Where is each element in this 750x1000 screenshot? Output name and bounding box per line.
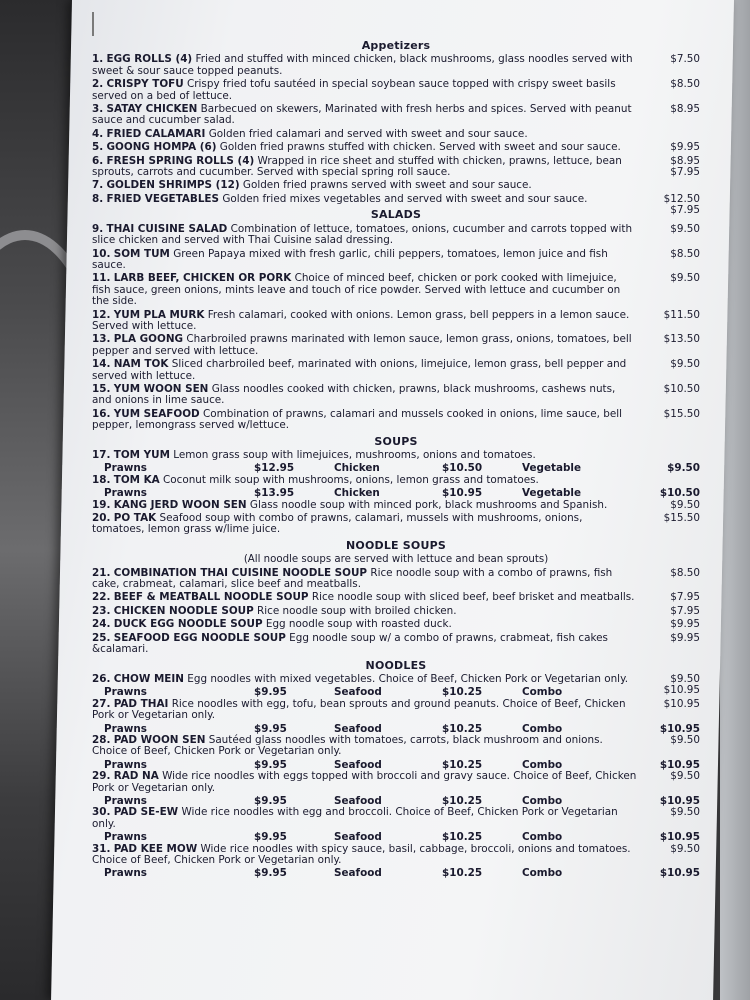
item-number: 16.: [92, 407, 111, 420]
option-price: $10.25: [442, 686, 483, 699]
item-description: Rice noodle soup with broiled chicken.: [257, 604, 457, 617]
item-name: PLA GOONG: [113, 333, 184, 346]
item-name: PAD KEE MOW: [113, 842, 198, 855]
item-price-column: [642, 224, 700, 235]
option-label: Prawns: [104, 758, 147, 771]
option-label: Seafood: [334, 831, 382, 844]
option-price: $9.95: [254, 794, 287, 807]
menu-item: [92, 79, 700, 102]
item-name: GOONG HOMPA (6): [106, 141, 217, 154]
menu-item: [92, 633, 700, 656]
item-price-column: [642, 273, 700, 284]
item-price: $8.95: [670, 154, 700, 167]
item-number: 31.: [92, 842, 111, 855]
item-name: CHICKEN NOODLE SOUP: [113, 604, 254, 617]
menu-item: [92, 592, 700, 603]
item-description: Wide rice noodles with spicy sauce, basil, cabbage, broccoli, onions and tomatoes. Choice of Beef, Chicken Pork or Vegetarian only.: [92, 842, 631, 866]
menu-item: [92, 249, 700, 272]
item-description: Green Papaya mixed with fresh garlic, chili peppers, tomatoes, lemon juice and fish sauce.: [92, 247, 608, 271]
item-price: $9.50: [670, 272, 700, 285]
item-number: 15.: [92, 382, 111, 395]
item-price-column: [642, 249, 700, 260]
option-price: $10.25: [442, 722, 483, 735]
item-description: Rice noodles with egg, tofu, bean sprouts and ground peanuts. Choice of Beef, Chicken Pork or Vegetarian only.: [92, 697, 626, 722]
option-label: Seafood: [334, 758, 382, 771]
option-price: $10.95: [659, 722, 700, 735]
option-label: Seafood: [334, 686, 382, 699]
option-label: Vegetable: [522, 462, 582, 475]
item-description: Sliced charbroiled beef, marinated with onions, limejuice, lemon grass, bell pepper and served with lettuce.: [92, 358, 627, 382]
item-price: $8.50: [670, 247, 700, 260]
item-name: THAI CUISINE SALAD: [106, 222, 228, 235]
item-price-column: [642, 409, 700, 420]
item-description: Golden fried prawns served with sweet and sour sauce.: [242, 179, 532, 192]
menu-item: [92, 844, 700, 867]
item-number: 3.: [92, 103, 104, 116]
item-description: Crispy fried tofu sautéed in special soybean sauce topped with crispy sweet basils served on a bed of lettuce.: [92, 78, 616, 102]
item-description: Glass noodles cooked with chicken, prawns, black mushrooms, cashews nuts, and onions in lime sauce.: [92, 382, 616, 407]
menu-item: [92, 180, 700, 191]
item-number: 13.: [92, 333, 111, 346]
option-label: Prawns: [104, 831, 147, 844]
item-price: $7.95: [670, 591, 700, 604]
item-price-column: [642, 104, 700, 115]
option-price: $10.95: [442, 487, 483, 500]
menu-item: [92, 334, 700, 357]
menu-item: [92, 104, 700, 127]
item-name: NAM TOK: [113, 358, 169, 371]
item-description: Fried and stuffed with minced chicken, black mushrooms, glass noodles served with sweet & sour sauce topped peanuts.: [92, 53, 633, 77]
option-label: Combo: [522, 722, 563, 735]
option-price: $13.95: [254, 487, 295, 500]
item-number: 18.: [92, 473, 111, 486]
item-name: TOM KA: [113, 473, 160, 486]
item-number: 24.: [92, 618, 111, 631]
option-label: Seafood: [334, 794, 382, 807]
item-price: $10.95: [663, 697, 700, 710]
menu-item: [92, 606, 700, 617]
item-price: $9.50: [670, 222, 700, 235]
item-number: 19.: [92, 498, 111, 511]
option-label: Combo: [522, 686, 563, 699]
option-price: $10.95: [659, 867, 700, 880]
item-description: Combination of lettuce, tomatoes, onions, cucumber and carrots topped with slice chicken and served with Thai Cuisine salad dressing.: [92, 222, 633, 247]
item-name: DUCK EGG NOODLE SOUP: [113, 618, 263, 631]
item-price: $7.95: [670, 604, 700, 617]
item-price: $9.50: [670, 672, 700, 685]
item-description: Egg noodle soup w/ a combo of prawns, crabmeat, fish cakes &calamari.: [92, 631, 608, 656]
item-price-column: [642, 384, 700, 395]
item-number: 2.: [92, 78, 104, 91]
item-name: YUM WOON SEN: [113, 382, 209, 395]
menu-item: [92, 224, 700, 247]
item-price-column: [642, 568, 700, 579]
item-description: Lemon grass soup with limejuices, mushrooms, onions and tomatoes.: [173, 449, 536, 461]
option-price: $12.95: [254, 462, 295, 475]
menu-item: [92, 475, 700, 486]
menu-item: [92, 273, 700, 307]
item-name: GOLDEN SHRIMPS (12): [106, 179, 240, 192]
item-price-column: [642, 807, 700, 818]
item-description: Sautéed glass noodles with tomatoes, carrots, black mushroom and onions. Choice of Beef, Chicken Pork or Vegetarian only.: [92, 733, 603, 758]
item-price: $11.50: [663, 308, 700, 321]
menu-item: [92, 409, 700, 432]
section-note: (All noodle soups are served with lettuce and bean sprouts): [243, 554, 549, 566]
option-price: $10.50: [442, 462, 483, 475]
menu-item: [92, 807, 700, 830]
item-description: Golden fried prawns stuffed with chicken. Served with sweet and sour sauce.: [219, 141, 621, 154]
item-number: 27.: [92, 697, 111, 710]
item-description: Golden fried calamari and served with sweet and sour sauce.: [208, 127, 528, 140]
item-number: 4.: [92, 127, 104, 140]
item-name: FRIED VEGETABLES: [106, 192, 220, 205]
section-heading: NOODLE SOUPS: [346, 538, 446, 552]
item-price: $9.95: [670, 618, 700, 631]
option-label: Prawns: [104, 867, 147, 880]
item-number: 17.: [92, 449, 111, 461]
section-heading: SALADS: [370, 208, 422, 222]
item-number: 23.: [92, 604, 111, 617]
item-description: Egg noodle soup with roasted duck.: [265, 618, 452, 631]
item-price-column: [642, 156, 700, 179]
item-price: $9.50: [670, 770, 700, 783]
option-label: Combo: [522, 831, 563, 844]
item-price-column: [642, 142, 700, 153]
item-price: $8.95: [670, 103, 700, 116]
option-price: $9.95: [254, 758, 287, 771]
menu-item: [92, 129, 700, 140]
item-name: CHOW MEIN: [113, 672, 184, 685]
item-price-alt: $7.95: [670, 204, 700, 217]
option-label: Chicken: [334, 487, 380, 500]
item-name: EGG ROLLS (4): [106, 53, 193, 66]
option-price: $9.50: [667, 462, 700, 475]
item-price-column: [642, 194, 700, 217]
item-description: Golden fried mixes vegetables and served with sweet and sour sauce.: [222, 192, 588, 205]
item-number: 20.: [92, 512, 111, 525]
menu-item: [92, 54, 700, 77]
option-price: $9.95: [254, 722, 287, 735]
item-price: $13.50: [663, 333, 700, 346]
item-description: Egg noodles with mixed vegetables. Choice of Beef, Chicken Pork or Vegetarian only.: [187, 672, 629, 685]
item-description: Rice noodle soup with sliced beef, beef brisket and meatballs.: [311, 591, 635, 604]
item-price-alt: $10.95: [663, 684, 700, 697]
menu-item: [92, 619, 700, 630]
item-name: PAD WOON SEN: [113, 733, 206, 746]
item-number: 7.: [92, 179, 104, 192]
menu-item: [92, 450, 700, 461]
item-description: Rice noodle soup with a combo of prawns, fish cake, crabmeat, calamari, slice beef and meatballs.: [92, 566, 613, 591]
item-price: $9.95: [670, 631, 700, 644]
option-label: Combo: [522, 794, 563, 807]
menu-item: [92, 359, 700, 382]
item-description: Fresh calamari, cooked with onions. Lemon grass, bell peppers in a lemon sauce. Served with lettuce.: [92, 308, 630, 332]
menu-item: [92, 771, 700, 794]
option-price: $10.25: [442, 831, 483, 844]
section-heading: NOODLES: [365, 658, 427, 672]
item-number: 28.: [92, 733, 111, 746]
item-price: $9.50: [670, 358, 700, 371]
option-price: $10.25: [442, 867, 483, 880]
item-price: $9.50: [670, 498, 700, 511]
item-number: 26.: [92, 672, 111, 685]
item-name: FRIED CALAMARI: [106, 127, 206, 140]
option-label: Seafood: [334, 722, 382, 735]
menu-item: [92, 735, 700, 758]
item-price: $9.50: [670, 842, 700, 855]
item-price-column: [642, 79, 700, 90]
option-price: $9.95: [254, 867, 287, 880]
option-price: $10.25: [442, 794, 483, 807]
item-description: Combination of prawns, calamari and mussels cooked in onions, lime sauce, bell pepper, lemongrass served w/lettuce.: [92, 407, 623, 432]
option-label: Prawns: [104, 462, 147, 475]
item-number: 5.: [92, 141, 104, 154]
item-price: $15.50: [663, 407, 700, 420]
option-label: Prawns: [104, 722, 147, 735]
item-price: $9.95: [670, 141, 700, 154]
item-name: RAD NA: [113, 770, 159, 783]
item-price: $12.50: [663, 192, 700, 205]
item-number: 14.: [92, 358, 111, 371]
item-price-alt: $7.95: [670, 166, 700, 179]
menu-item: [92, 699, 700, 722]
menu-item: [92, 142, 700, 153]
item-description: Wide rice noodles with egg and broccoli. Choice of Beef, Chicken Pork or Vegetarian only.: [92, 806, 618, 830]
option-prices-row: [92, 868, 700, 879]
option-label: Prawns: [104, 794, 147, 807]
item-price-column: [642, 592, 700, 603]
item-name: PAD SE-EW: [113, 806, 179, 819]
item-number: 25.: [92, 631, 111, 644]
item-description: Charbroiled prawns marinated with lemon sauce, lemon grass, onions, tomatoes, bell pepper and served with lettuce.: [92, 333, 632, 357]
item-name: PAD THAI: [113, 697, 169, 710]
option-price: $9.95: [254, 686, 287, 699]
item-price-column: [642, 513, 700, 524]
option-label: Vegetable: [522, 487, 582, 500]
item-name: SEAFOOD EGG NOODLE SOUP: [113, 631, 286, 644]
option-label: Combo: [522, 867, 563, 880]
item-price-column: [642, 606, 700, 617]
item-number: 29.: [92, 770, 111, 783]
item-description: Seafood soup with combo of prawns, calamari, mussels with mushrooms, onions, tomatoes, lemon grass w/lime juice.: [92, 512, 583, 536]
menu-item: [92, 384, 700, 407]
item-price-column: [642, 771, 700, 782]
item-number: 21.: [92, 566, 111, 579]
item-price-column: [642, 674, 700, 697]
item-price-column: [642, 310, 700, 321]
item-price-column: [642, 699, 700, 710]
item-price-column: [642, 844, 700, 855]
item-description: Glass noodle soup with minced pork, black mushrooms and Spanish.: [249, 498, 608, 511]
item-number: 12.: [92, 308, 111, 321]
menu-item: [92, 156, 700, 179]
item-price: $7.50: [670, 53, 700, 66]
option-price: $10.95: [659, 794, 700, 807]
item-description: Coconut milk soup with mushrooms, onions, lemon grass and tomatoes.: [163, 473, 539, 486]
menu-item: [92, 513, 700, 536]
item-number: 6.: [92, 154, 104, 167]
menu-content: [92, 36, 700, 880]
item-name: SATAY CHICKEN: [106, 103, 198, 116]
option-price: $10.25: [442, 758, 483, 771]
item-description: Wide rice noodles with eggs topped with broccoli and gravy sauce. Choice of Beef, Chicken Pork or Vegetarian only.: [92, 770, 637, 794]
item-price-column: [642, 500, 700, 511]
item-price-column: [642, 334, 700, 345]
section-heading: SOUPS: [374, 434, 418, 448]
item-name: LARB BEEF, CHICKEN OR PORK: [113, 272, 292, 285]
item-name: KANG JERD WOON SEN: [113, 498, 247, 511]
item-name: FRESH SPRING ROLLS (4): [106, 154, 255, 167]
item-name: PO TAK: [113, 512, 157, 525]
menu-item: [92, 310, 700, 333]
option-price: $10.50: [659, 487, 700, 500]
item-price-column: [642, 633, 700, 644]
menu-item: [92, 568, 700, 591]
item-number: 8.: [92, 192, 104, 205]
item-description: Choice of minced beef, chicken or pork cooked with limejuice, fish sauce, green onions, mints leave and touch of rice powder. Served with lettuce and cucumber on the side.: [92, 272, 621, 308]
item-price: $10.50: [663, 382, 700, 395]
item-price: $9.50: [670, 733, 700, 746]
item-number: 10.: [92, 247, 111, 260]
option-label: Chicken: [334, 462, 380, 475]
item-number: 22.: [92, 591, 111, 604]
item-name: BEEF & MEATBALL NOODLE SOUP: [113, 591, 309, 604]
item-price: $15.50: [663, 512, 700, 525]
item-price: $8.50: [670, 78, 700, 91]
item-name: YUM PLA MURK: [113, 308, 205, 321]
option-label: Seafood: [334, 867, 382, 880]
option-label: Combo: [522, 758, 563, 771]
menu-item: [92, 500, 700, 511]
option-price: $10.95: [659, 831, 700, 844]
option-price: $10.95: [659, 758, 700, 771]
item-price-column: [642, 735, 700, 746]
item-price: $8.50: [670, 566, 700, 579]
item-name: SOM TUM: [113, 247, 170, 260]
item-price-column: [642, 619, 700, 630]
item-number: 30.: [92, 806, 111, 819]
item-name: TOM YUM: [113, 449, 170, 461]
item-price-column: [642, 359, 700, 370]
item-number: 1.: [92, 53, 104, 66]
option-label: Prawns: [104, 487, 147, 500]
option-label: Prawns: [104, 686, 147, 699]
item-name: YUM SEAFOOD: [113, 407, 200, 420]
option-price: $9.95: [254, 831, 287, 844]
item-name: CRISPY TOFU: [106, 78, 184, 91]
item-description: Barbecued on skewers, Marinated with fresh herbs and spices. Served with peanut sauce and cucumber salad.: [92, 103, 632, 127]
item-number: 9.: [92, 222, 104, 235]
section-heading: Appetizers: [361, 39, 431, 52]
item-name: COMBINATION THAI CUISINE NOODLE SOUP: [113, 566, 368, 579]
paper-mark: [92, 12, 94, 36]
item-price-column: [642, 54, 700, 65]
item-price: $9.50: [670, 806, 700, 819]
item-description: Wrapped in rice sheet and stuffed with chicken, prawns, lettuce, bean sprouts, carrots and cucumber. Served with special spring roll sauce.: [92, 154, 622, 179]
item-number: 11.: [92, 272, 111, 285]
